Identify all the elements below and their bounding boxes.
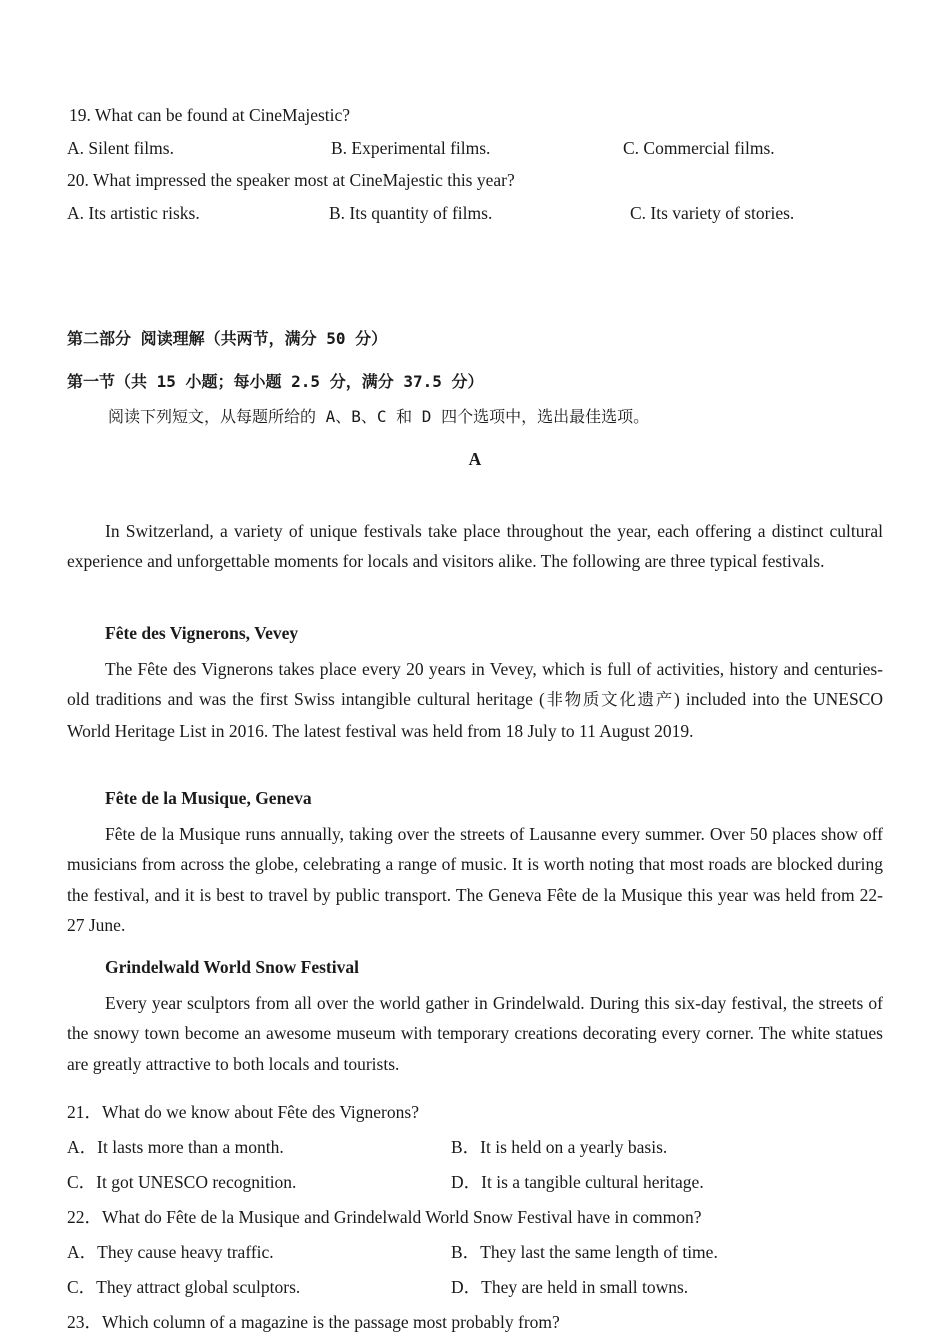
section-one-title: 第一节（共 15 小题；每小题 2.5 分，满分 37.5 分） [67,372,484,391]
question-21-option-d: D．It is a tangible cultural heritage. [451,1172,704,1192]
question-23-stem: 23．Which column of a magazine is the passage most probably from? [67,1312,560,1332]
question-22-option-d: D．They are held in small towns. [451,1277,689,1297]
question-21-option-c: C．It got UNESCO recognition. [67,1172,297,1192]
question-21-option-b: B．It is held on a yearly basis. [451,1137,668,1157]
question-22-option-a: A．They cause heavy traffic. [67,1242,274,1262]
question-21-stem: 21．What do we know about Fête des Vignerons? [67,1102,419,1122]
festival-1-text-part1: The Fête des Vignerons takes place every 20 years in Vevey, which is full of activities, history and centuries-old traditions and was the first Swiss intangible cultural heritage ( [67,659,883,710]
question-21-option-a: A．It lasts more than a month. [67,1137,284,1157]
question-19-stem: 19. What can be found at CineMajestic? [69,105,351,125]
section-instruction: 阅读下列短文，从每题所给的 A、B、C 和 D 四个选项中，选出最佳选项。 [108,407,650,426]
part-two-title: 第二部分 阅读理解（共两节，满分 50 分） [67,329,388,348]
question-20-option-b: B. Its quantity of films. [329,203,493,223]
festival-1-heading: Fête des Vignerons, Vevey [105,623,299,643]
festival-2-heading: Fête de la Musique, Geneva [105,788,312,808]
question-22-option-b: B．They last the same length of time. [451,1242,718,1262]
question-20-stem: 20. What impressed the speaker most at CineMajestic this year? [67,170,515,190]
festival-1-text-part2: ) included into the UNESCO World Heritage List in 2016. The latest festival was held from 18 July to 11 August 2019. [67,689,884,741]
passage-label: A [468,449,482,469]
festival-1-text [67,654,883,746]
question-20-option-a: A. Its artistic risks. [67,203,200,223]
festival-1-text-chinese-gloss: 非物质文化遗产 [544,690,674,710]
question-19-option-b: B. Experimental films. [331,138,491,158]
festival-2-text: Fête de la Musique runs annually, taking over the streets of Lausanne every summer. Over 50 places show off musicians from across the globe, celebrating a range of music. It is worth noting that most roads are blocked during the festival, and it is best to travel by public transport. The Geneva Fête de la Musique this year was held from 22-27 June. [67,824,883,936]
festival-3-heading: Grindelwald World Snow Festival [105,957,359,977]
question-19-option-a: A. Silent films. [67,138,174,158]
question-22-stem: 22．What do Fête de la Musique and Grindelwald World Snow Festival have in common? [67,1207,702,1227]
question-19-option-c: C. Commercial films. [623,138,775,158]
question-22-option-c: C．They attract global sculptors. [67,1277,301,1297]
question-20-option-c: C. Its variety of stories. [630,203,795,223]
festival-3-text: Every year sculptors from all over the world gather in Grindelwald. During this six-day festival, the streets of the snowy town become an awesome museum with temporary creations decorating every corner. The white statues are greatly attractive to both locals and tourists. [67,993,883,1074]
passage-intro: In Switzerland, a variety of unique festivals take place throughout the year, each offering a distinct cultural experience and unforgettable moments for locals and visitors alike. The following are three typical festivals. [67,521,883,572]
